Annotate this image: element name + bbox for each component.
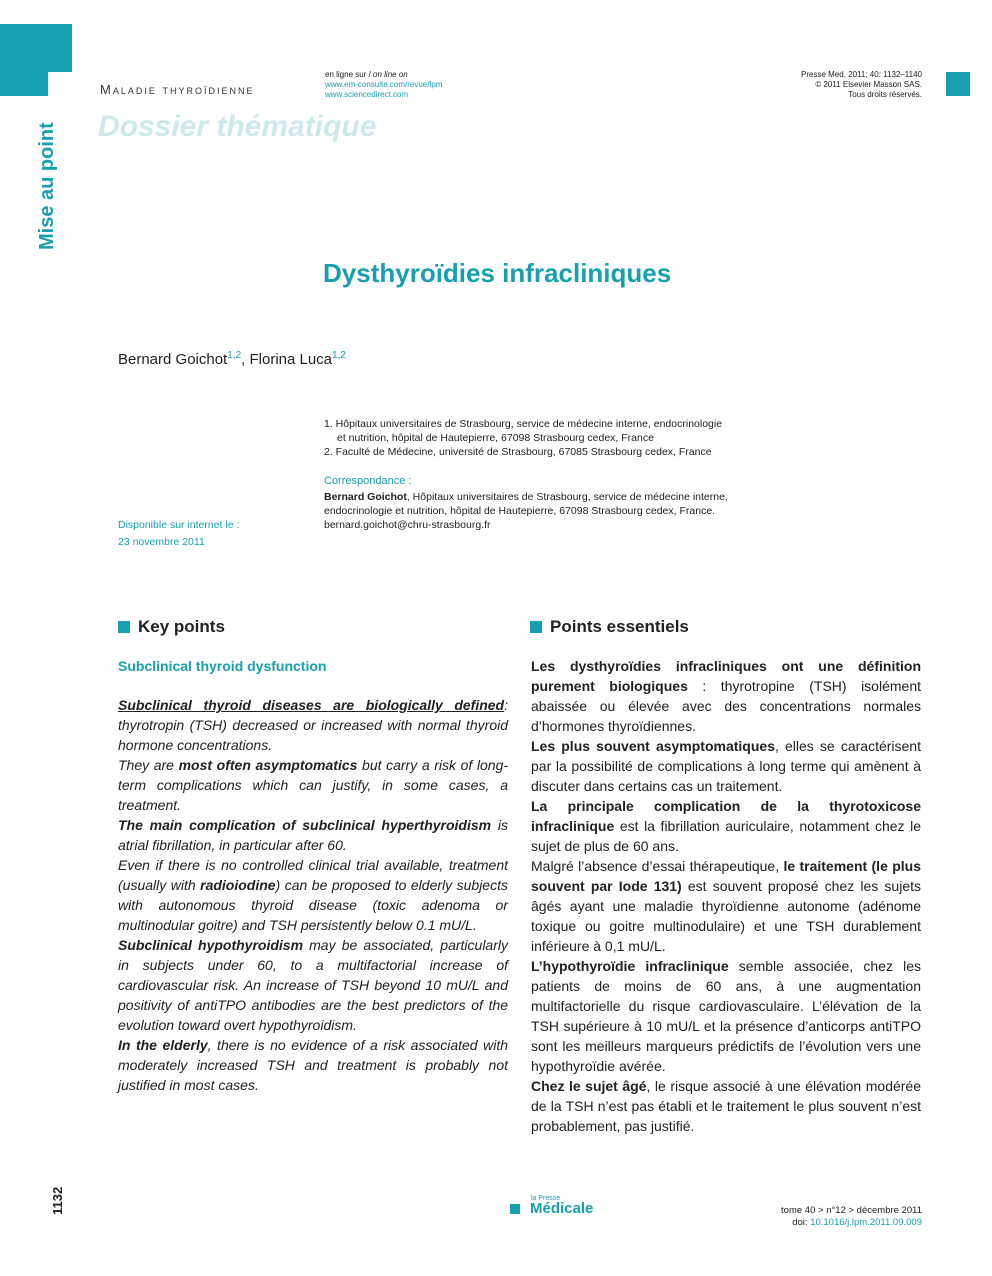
ref-line-3: Tous droits réservés. xyxy=(848,90,922,99)
article-title: Dysthyroïdies infracliniques xyxy=(323,258,672,288)
page-number: 1132 xyxy=(50,1186,65,1215)
pe-p5-emph: L’hypothyroïdie infraclinique xyxy=(531,958,729,974)
kp-paragraph-3 xyxy=(118,815,508,855)
affiliation-1: 1. Hôpitaux universitaires de Strasbourg, service de médecine interne, endocrinologie xyxy=(324,418,723,430)
pe-p6-text: , le risque associé à une élévation modérée de la TSH n’est pas établi et le traitement le plus souvent n’est probablement, pas justifié. xyxy=(531,1078,921,1134)
availability xyxy=(118,517,239,551)
header-square xyxy=(946,72,970,96)
key-points-heading xyxy=(118,617,225,637)
pe-p2-emph: Les plus souvent asymptomatiques xyxy=(531,738,775,754)
pe-p1-emph: Les dysthyroïdies infracliniques ont une définition purement biologiques xyxy=(531,658,921,694)
kp-p2-text-a: They are xyxy=(118,757,179,773)
affiliation-2: 2. Faculté de Médecine, université de Strasbourg, 67085 Strasbourg cedex, France xyxy=(324,446,712,458)
url-sciencedirect[interactable]: www.sciencedirect.com xyxy=(325,90,409,99)
correspondence-label: Correspondance : xyxy=(324,475,412,487)
section-label: Maladie thyroïdienne xyxy=(100,82,255,97)
pe-paragraph-5 xyxy=(531,956,921,1076)
affiliation-1-cont: et nutrition, hôpital de Hautepierre, 67098 Strasbourg cedex, France xyxy=(337,432,654,444)
author-1-affil: 1,2 xyxy=(227,350,242,361)
kp-p2-emph: most often asymptomatics xyxy=(178,757,358,773)
pe-p1-text: : thyrotropine (TSH) isolément abaissée ou élevée avec des concentrations normales d’hormones thyroïdiennes. xyxy=(531,678,921,734)
correspondence xyxy=(324,490,744,532)
points-essentiels-heading xyxy=(530,617,689,637)
corner-notch xyxy=(48,72,72,96)
pe-p6-emph: Chez le sujet âgé xyxy=(531,1078,647,1094)
tome-line: tome 40 > n°12 > décembre 2011 xyxy=(781,1205,922,1216)
kp-p3-text: is atrial fibrillation, in particular after 60. xyxy=(118,817,509,853)
correspondence-email[interactable]: bernard.goichot@chru-strasbourg.fr xyxy=(324,519,491,531)
pe-paragraph-4 xyxy=(531,856,921,956)
points-essentiels-body xyxy=(531,656,921,1136)
pe-p5-text: semble associée, chez les patients de moins de 60 ans, à une augmentation multifactorielle du risque cardiovasculaire. L’élévation de la TSH supérieure à 10 mU/L et la présence d’anticorps antiTPO sont les meilleurs marqueurs prédictifs de l’évolution vers une hypothyroïdie avérée. xyxy=(531,958,921,1074)
ref-line-1: Presse Med. 2011; 40: 1132–1140 xyxy=(801,70,922,79)
availability-date: 23 novembre 2011 xyxy=(118,536,205,548)
kp-p4-emph: radioiodine xyxy=(200,877,276,893)
heading-square-icon xyxy=(118,621,130,633)
pe-p3-text: est la fibrillation auriculaire, notamment chez le sujet de plus de 60 ans. xyxy=(531,818,921,854)
pe-p4-text-a: Malgré l’absence d’essai thérapeutique, xyxy=(531,858,784,874)
kp-p3-emph: The main complication of subclinical hyperthyroidism xyxy=(118,817,492,833)
correspondence-name: Bernard Goichot xyxy=(324,491,407,503)
kp-p6-emph: In the elderly xyxy=(118,1037,208,1053)
online-prefix: en ligne sur / xyxy=(325,70,374,79)
kp-p4-text-a: Even if there is no controlled clinical trial available, treatment (usually with xyxy=(118,857,508,893)
doi-line xyxy=(781,1217,922,1229)
kp-p5-emph: Subclinical hypothyroidism xyxy=(118,937,304,953)
key-points-title: Key points xyxy=(138,617,225,636)
kp-paragraph-5 xyxy=(118,935,508,1035)
pe-p4-text-c: est souvent proposé chez les sujets âgés ayant une maladie thyroïdienne autonome (adénome toxique ou goitre multinodulaire) et une TSH durablement inférieure à 0,1 mU/L. xyxy=(531,878,921,954)
side-label: Mise au point xyxy=(36,122,58,250)
author-1: Bernard Goichot xyxy=(118,351,228,368)
key-points-subheading: Subclinical thyroid dysfunction xyxy=(118,658,327,674)
availability-label: Disponible sur internet le : xyxy=(118,519,240,531)
ref-line-2: © 2011 Elsevier Masson SAS. xyxy=(815,80,922,89)
kp-p2-text-c: but carry a risk of long-term complications which can justify, in some cases, a treatment. xyxy=(118,757,509,813)
pe-paragraph-2 xyxy=(531,736,921,796)
doi-label: doi: xyxy=(792,1217,811,1228)
kp-p1-emph: Subclinical thyroid diseases are biologically defined xyxy=(118,697,505,713)
author-2: Florina Luca xyxy=(249,351,333,368)
correspondence-address: , Hôpitaux universitaires de Strasbourg, service de médecine interne, endocrinologie et nutrition, hôpital de Hautepierre, 67098 Strasbourg cedex, France. xyxy=(324,491,728,517)
logo-text: Médicale xyxy=(530,1200,594,1217)
kp-p1-text: : thyrotropin (TSH) decreased or increased with normal thyroid hormone concentrations. xyxy=(118,697,508,753)
pe-paragraph-6 xyxy=(531,1076,921,1136)
issue-info xyxy=(781,1205,922,1229)
pe-p2-text: , elles se caractérisent par la possibilité de complications à long terme qui amènent à discuter dans certains cas un traitement. xyxy=(531,738,921,794)
dossier-label: Dossier thématique xyxy=(98,110,377,143)
doi-link[interactable]: 10.1016/j.lpm.2011.09.009 xyxy=(810,1217,922,1228)
kp-p4-text-c: ) can be proposed to elderly subjects with autonomous thyroid disease (toxic adenoma or multinodular goitre) and TSH persistently below 0.1 mU/L. xyxy=(118,877,508,933)
kp-paragraph-1 xyxy=(118,695,508,755)
url-em-consulte[interactable]: www.em-consulte.com/revue/lpm xyxy=(325,80,443,89)
heading-square-icon xyxy=(530,621,542,633)
kp-paragraph-4 xyxy=(118,855,508,935)
kp-p5-text: may be associated, particularly in subjects under 60, to a multifactorial increase of cardiovascular risk. An increase of TSH beyond 10 mU/L and positivity of antiTPO antibodies are the best predictors of the evolution toward overt hypothyroidism. xyxy=(118,937,508,1033)
kp-paragraph-2 xyxy=(118,755,508,815)
pe-paragraph-3 xyxy=(531,796,921,856)
kp-paragraph-6 xyxy=(118,1035,508,1095)
authors xyxy=(118,350,346,368)
pe-p4-emph: le traitement (le plus souvent par Iode 131) xyxy=(531,858,921,894)
pe-p3-emph: La principale complication de la thyrotoxicose infraclinique xyxy=(531,798,921,834)
affiliations xyxy=(324,417,744,459)
author-separator: , xyxy=(241,351,250,368)
key-points-body xyxy=(118,695,508,1095)
logo-square-icon xyxy=(510,1204,520,1214)
kp-p6-text: , there is no evidence of a risk associated with moderately increased TSH and treatment is probably not justified in most cases. xyxy=(118,1037,508,1093)
journal-reference xyxy=(801,70,922,100)
logo-small-text: la Presse xyxy=(531,1195,561,1202)
pe-paragraph-1 xyxy=(531,656,921,736)
online-info xyxy=(325,70,442,100)
author-2-affil: 1,2 xyxy=(332,350,346,361)
online-suffix: on line on xyxy=(373,70,408,79)
points-essentiels-title: Points essentiels xyxy=(550,617,689,636)
